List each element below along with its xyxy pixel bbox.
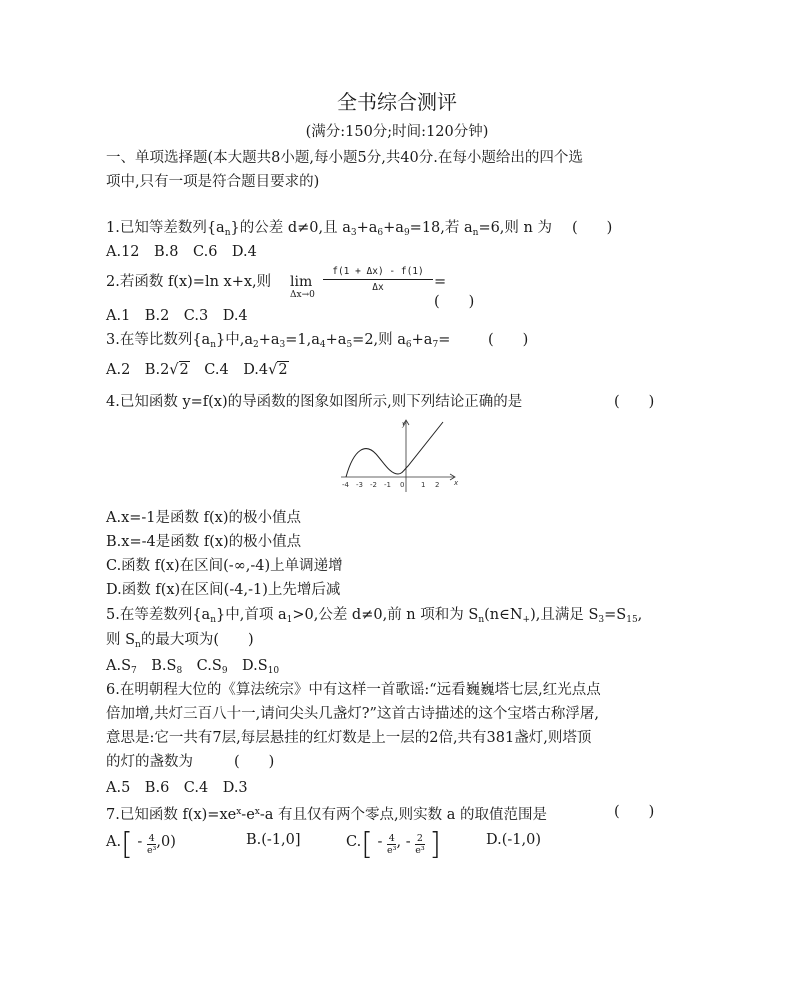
- tick-label: 1: [421, 481, 426, 489]
- question-1-stem: 1.已知等差数列$\{a_n\}$的公差 d≠0,且 $a_3+a_6+a_9=18$,若 $a_n=6$,则 n 为: [106, 220, 552, 238]
- question-5-options: $A.S_7$ $B.S_8$ $C.S_9$ $D.S_{10}$: [106, 658, 280, 676]
- question-6-options: A.5 B.6 C.4 D.3: [106, 780, 248, 796]
- question-5-line2: 则 $S_n$的最大项为( ): [106, 632, 254, 650]
- question-6-line3: 意思是:它一共有7层,每层悬挂的红灯数是上一层的2倍,共有381盏灯,则塔顶: [106, 730, 592, 746]
- question-2-stem: 2.若函数 f(x)=ln x+x,则: [106, 274, 272, 290]
- question-1-answer-paren: ( ): [572, 220, 613, 236]
- question-4-option-a: A.x=-1是函数 f(x)的极小值点: [106, 510, 301, 526]
- question-1-options: A.12 B.8 C.6 D.4: [106, 244, 257, 260]
- question-7-option-a: A.[ - $\frac{4}{\text{e³}}$ ,0): [106, 827, 176, 862]
- tick-label: -4: [342, 481, 349, 489]
- question-6-line1: 6.在明朝程大位的《算法统宗》中有这样一首歌谣:“远看巍巍塔七层,红光点点: [106, 682, 601, 698]
- lim-text: lim: [290, 274, 313, 290]
- page-subtitle: (满分:150分;时间:120分钟): [305, 124, 489, 140]
- tick-label: 0: [400, 481, 405, 489]
- tick-label: -2: [370, 481, 377, 489]
- page-title: 全书综合测评: [337, 90, 457, 114]
- tick-label: 2: [435, 481, 440, 489]
- tick-label: -3: [356, 481, 363, 489]
- x-axis-label: x: [454, 479, 459, 487]
- question-7-answer-paren: ( ): [614, 804, 655, 820]
- section-heading-line2: 项中,只有一项是符合题目要求的): [106, 174, 320, 190]
- question-7-option-c: C.[ - $\frac{4}{\text{e³}}$ , - $\frac{2}{\text{e³}}$ ]: [346, 827, 441, 862]
- derivative-graph: [338, 418, 460, 496]
- question-7-stem: 7.已知函数 $f(x)=xe^x-e^x-a$ 有且仅有两个零点,则实数 a 的取值范围是: [106, 807, 547, 823]
- question-7-option-d: D.(-1,0): [486, 832, 541, 848]
- question-6-answer-paren: ( ): [234, 754, 275, 770]
- fraction-denominator: Δx: [372, 282, 384, 293]
- question-3-answer-paren: ( ): [488, 332, 529, 348]
- question-2-answer-paren: =( ): [434, 274, 475, 310]
- question-4-option-c: C.函数 f(x)在区间(-∞,-4)上单调递增: [106, 558, 343, 574]
- section-heading-line1: 一、单项选择题(本大题共8小题,每小题5分,共40分.在每小题给出的四个选: [106, 150, 583, 166]
- question-3-options: A.2 B.2√2 C.4 D.4√2: [106, 362, 288, 378]
- question-4-option-d: D.函数 f(x)在区间(-4,-1)上先增后减: [106, 582, 341, 598]
- lim-subscript: Δx→0: [290, 290, 315, 300]
- tick-label: -1: [384, 481, 391, 489]
- question-6-line4: 的灯的盏数为: [106, 754, 193, 770]
- difference-quotient: [323, 266, 433, 293]
- question-3-stem: 3.在等比数列$\{a_n\}$中$,a_2+a_3=1,a_4+a_5=2$,则 $a_6+a_7=$: [106, 332, 451, 350]
- question-6-line2: 倍加增,共灯三百八十一,请问尖头几盏灯?”这首古诗描述的这个宝塔古称浮屠,: [106, 706, 600, 722]
- question-7-option-b: B.(-1,0]: [246, 832, 301, 848]
- question-5-line1: 5.在等差数列$\{a_n\}$中,首项 $a_1>0$,公差 d≠0,前 n 项和为 $S_n(n\in N_+)$,且满足 $S_3=S_{15}$,: [106, 607, 643, 625]
- question-4-option-b: B.x=-4是函数 f(x)的极小值点: [106, 534, 302, 550]
- question-2-options: A.1 B.2 C.3 D.4: [106, 308, 248, 324]
- derivative-curve: [346, 422, 443, 477]
- y-axis-label: y: [402, 420, 407, 428]
- fraction-numerator: f(1 + Δx) - f(1): [323, 266, 433, 280]
- question-4-answer-paren: ( ): [614, 394, 655, 410]
- question-4-stem: 4.已知函数 y=f(x)的导函数的图象如图所示,则下列结论正确的是: [106, 394, 523, 410]
- question-2-limit-expression: [290, 266, 475, 310]
